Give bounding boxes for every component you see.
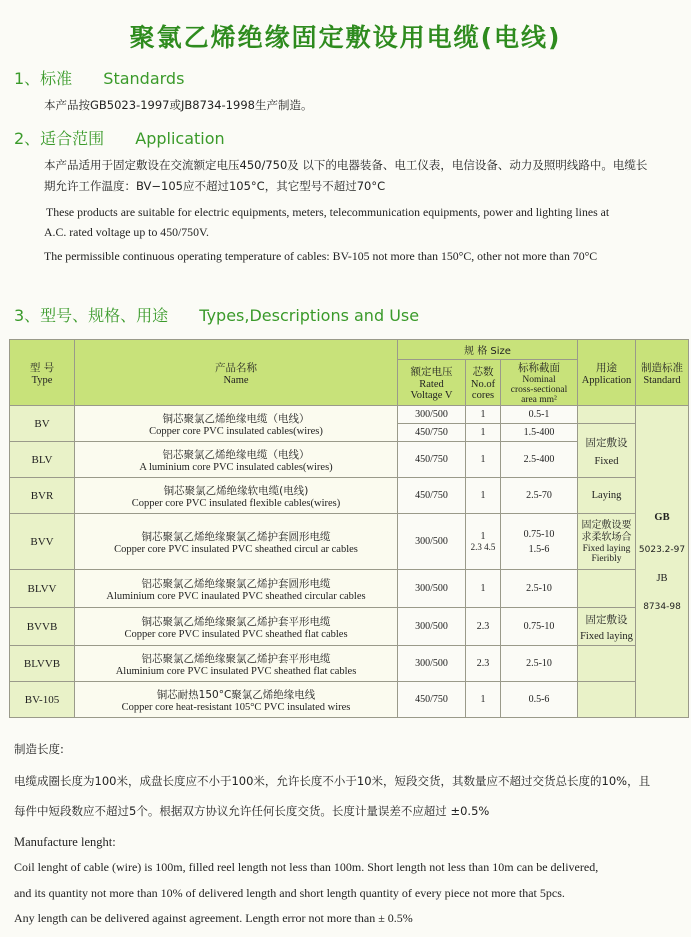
row-name-zh: 铜芯聚氯乙烯绝缘电缆（电线） (162, 412, 310, 425)
row-area: 2.5-70 (501, 478, 578, 514)
header-use-en: Application (581, 374, 632, 386)
use-fixed-laying-zh: 固定敷设 (585, 613, 628, 626)
standards-text: 本产品按GB5023-1997或JB8734-1998生产制造。 (44, 98, 313, 112)
row-area: 1.5-400 (501, 424, 578, 442)
row-cores: 1 (466, 442, 501, 478)
row-cores: 1 (466, 478, 501, 514)
row-area-a: 0.75-10 (523, 528, 555, 540)
header-type (10, 340, 75, 406)
header-area-en1: Nominal (522, 375, 556, 385)
row-voltage: 450/750 (398, 424, 466, 442)
use-cell (578, 646, 636, 682)
section-application-en: Application (135, 129, 225, 148)
row-voltage: 450/750 (398, 478, 466, 514)
header-voltage-en2: Voltage V (410, 390, 453, 401)
row-cores-a: 1 (480, 531, 486, 542)
header-type-en: Type (31, 374, 53, 386)
row-name-en: A luminium core PVC insulated cables(wires) (139, 461, 333, 473)
row-cores: 1 (466, 570, 501, 608)
row-voltage: 300/500 (398, 608, 466, 646)
manufacture-en-line1: Coil lenght of cable (wire) is 100m, filled reel length not less than 100m. Short length not less than 10m can be delivered, (14, 860, 599, 874)
header-cores (466, 360, 501, 406)
row-cores: 2.3 (466, 608, 501, 646)
row-voltage: 300/500 (398, 406, 466, 424)
header-voltage-zh: 额定电压 (410, 366, 453, 378)
table-row (10, 682, 689, 718)
row-voltage: 450/750 (398, 442, 466, 478)
use-cell-flexible (578, 514, 636, 570)
header-area-zh: 标称截面 (518, 362, 560, 374)
row-cores: 1 (466, 682, 501, 718)
use-laying: Laying (578, 478, 636, 514)
row-name-en: Copper core PVC insulated flexible cables(wires) (131, 497, 341, 509)
row-area: 0.5-1 (501, 406, 578, 424)
row-type: BLVV (10, 570, 75, 608)
manufacture-en-line3: Any length can be delivered against agreement. Length error not more than ± 0.5% (14, 911, 413, 925)
manufacture-en-line2: and its quantity not more than 10% of delivered length and short length quantity of every piece not more that 5pcs. (14, 886, 565, 900)
row-name (75, 406, 398, 442)
row-area: 0.75-10 (501, 608, 578, 646)
section-standards-heading (14, 66, 184, 89)
manufacture-zh-line1: 电缆成圈长度为100米，成盘长度应不小于100米，允许长度不小于10米，短段交货，其数量应不超过交货总长度的10%，且 (14, 774, 651, 788)
use-flexible-zh: 固定敷设要求柔软场合 (581, 519, 632, 543)
use-fixed-laying-en: Fixed laying (580, 630, 633, 642)
header-standard-en: Standard (643, 374, 681, 386)
row-voltage: 450/750 (398, 682, 466, 718)
header-name-zh: 产品名称 (215, 361, 257, 374)
row-cores: 1 (466, 406, 501, 424)
row-area: 2.5-10 (501, 570, 578, 608)
row-name-en: Copper core PVC insulated cables(wires) (149, 425, 323, 437)
row-name-en: Copper core PVC insulated PVC sheathed flat cables (124, 628, 348, 640)
table-row (10, 570, 689, 608)
row-name (75, 570, 398, 608)
row-name-en: Copper core PVC insulated PVC sheathed circul ar cables (114, 543, 358, 555)
use-fixed-zh: 固定敷设 (585, 436, 628, 449)
row-cores-b: 2.3 4.5 (470, 542, 496, 552)
application-zh-line2: 期允许工作温度：BV−105应不超过105°C，其它型号不超过70°C (44, 179, 386, 193)
section-application-zh: 2、适合范围 (14, 129, 105, 148)
row-area: 0.5-6 (501, 682, 578, 718)
use-cell-fixed (578, 424, 636, 478)
standard-jb-num: 8734-98 (643, 601, 681, 612)
use-cell-fixed-laying (578, 608, 636, 646)
header-cores-en2: cores (471, 390, 495, 401)
application-zh-line1: 本产品适用于固定敷设在交流额定电压450/750及 以下的电器装备、电工仪表，电信设备、动力及照明线路中。电缆长 (44, 158, 648, 172)
section-types-en: Types,Descriptions and Use (199, 306, 420, 325)
section-application-heading (14, 126, 225, 149)
row-cores: 2.3 (466, 646, 501, 682)
use-cell (578, 570, 636, 608)
standard-gb: GB (654, 511, 670, 523)
table-row (10, 478, 689, 514)
standard-jb: JB (656, 572, 668, 584)
header-voltage (398, 360, 466, 406)
table-row (10, 646, 689, 682)
use-flexible-en1: Fixed laying (582, 543, 631, 554)
row-type: BVVB (10, 608, 75, 646)
standard-gb-num: 5023.2-97 (638, 544, 686, 555)
row-area (501, 514, 578, 570)
use-cell (578, 682, 636, 718)
table-row (10, 406, 689, 424)
row-type: BVR (10, 478, 75, 514)
row-type: BV (10, 406, 75, 442)
header-standard (636, 340, 689, 406)
row-cores (466, 514, 501, 570)
row-voltage: 300/500 (398, 646, 466, 682)
row-name-zh: 铜芯聚氯乙烯绝缘聚氯乙烯护套平形电缆 (141, 615, 331, 628)
section-standards-zh: 1、标准 (14, 69, 73, 88)
row-name-zh: 铝芯聚氯乙烯绝缘聚氯乙烯护套圆形电缆 (141, 577, 331, 590)
row-name (75, 478, 398, 514)
application-en-line2: A.C. rated voltage up to 450/750V. (44, 225, 209, 239)
row-type: BVV (10, 514, 75, 570)
header-cores-zh: 芯数 (472, 366, 494, 378)
row-voltage: 300/500 (398, 570, 466, 608)
table-row (10, 608, 689, 646)
manufacture-en-heading: Manufacture lenght: (14, 835, 116, 849)
row-name-en: Aluminium core PVC inaulated PVC sheathed circular cables (106, 590, 366, 602)
use-flexible-en2: Fieribly (591, 553, 622, 564)
row-name (75, 608, 398, 646)
row-area-b: 1.5-6 (528, 543, 550, 555)
section-standards-en: Standards (103, 69, 185, 88)
row-name-zh: 铝芯聚氯乙烯绝缘电缆（电线） (162, 448, 310, 461)
header-area-en3: area mm² (521, 395, 557, 405)
row-name-zh: 铝芯聚氯乙烯绝缘聚氯乙烯护套平形电缆 (141, 652, 331, 665)
row-name (75, 646, 398, 682)
section-types-zh: 3、型号、规格、用途 (14, 306, 169, 325)
row-name-zh: 铜芯聚氯乙烯绝缘聚氯乙烯护套圆形电缆 (141, 530, 331, 543)
row-type: BV-105 (10, 682, 75, 718)
header-type-zh: 型 号 (29, 361, 55, 374)
row-cores: 1 (466, 424, 501, 442)
application-en-line1: These products are suitable for electric equipments, meters, telecommunication equipments, power and lighting lines at (46, 205, 610, 219)
header-use (578, 340, 636, 406)
header-area-en2: cross-sectional (510, 385, 568, 395)
header-cores-en1: No.of (470, 379, 496, 390)
use-cell (578, 406, 636, 424)
manufacture-zh-line2: 每件中短段数应不超过5个。根据双方协议允许任何长度交货。长度计量误差不应超过 ±0.5% (14, 804, 490, 818)
use-fixed-en: Fixed (594, 455, 619, 467)
standard-cell (636, 406, 689, 718)
row-voltage: 300/500 (398, 514, 466, 570)
header-standard-zh: 制造标准 (641, 361, 683, 374)
page-title: 聚氯乙烯绝缘固定敷设用电缆(电线) (129, 23, 562, 52)
header-area (501, 360, 578, 406)
spec-table (9, 339, 689, 718)
table-row (10, 514, 689, 570)
row-type: BLVVB (10, 646, 75, 682)
row-type: BLV (10, 442, 75, 478)
row-area: 2.5-400 (501, 442, 578, 478)
header-voltage-en1: Rated (419, 379, 444, 390)
row-name (75, 442, 398, 478)
header-name (75, 340, 398, 406)
row-name-zh: 铜芯耐热150°C聚氯乙烯绝缘电线 (156, 688, 316, 701)
row-name-en: Copper core heat-resistant 105°C PVC insulated wires (121, 701, 351, 713)
header-size: 规 格 Size (398, 340, 578, 360)
row-area: 2.5-10 (501, 646, 578, 682)
section-types-heading (14, 303, 419, 326)
row-name (75, 514, 398, 570)
header-use-zh: 用途 (596, 361, 617, 374)
row-name-zh: 铜芯聚氯乙烯绝缘软电缆(电线) (163, 484, 309, 497)
application-en-line3: The permissible continuous operating temperature of cables: BV-105 not more than 150°C, other not more than 70°C (44, 249, 598, 263)
row-name (75, 682, 398, 718)
manufacture-heading: 制造长度: (14, 742, 64, 756)
header-name-en: Name (223, 374, 249, 386)
row-name-en: Aluminium core PVC insulated PVC sheathed flat cables (115, 665, 357, 677)
